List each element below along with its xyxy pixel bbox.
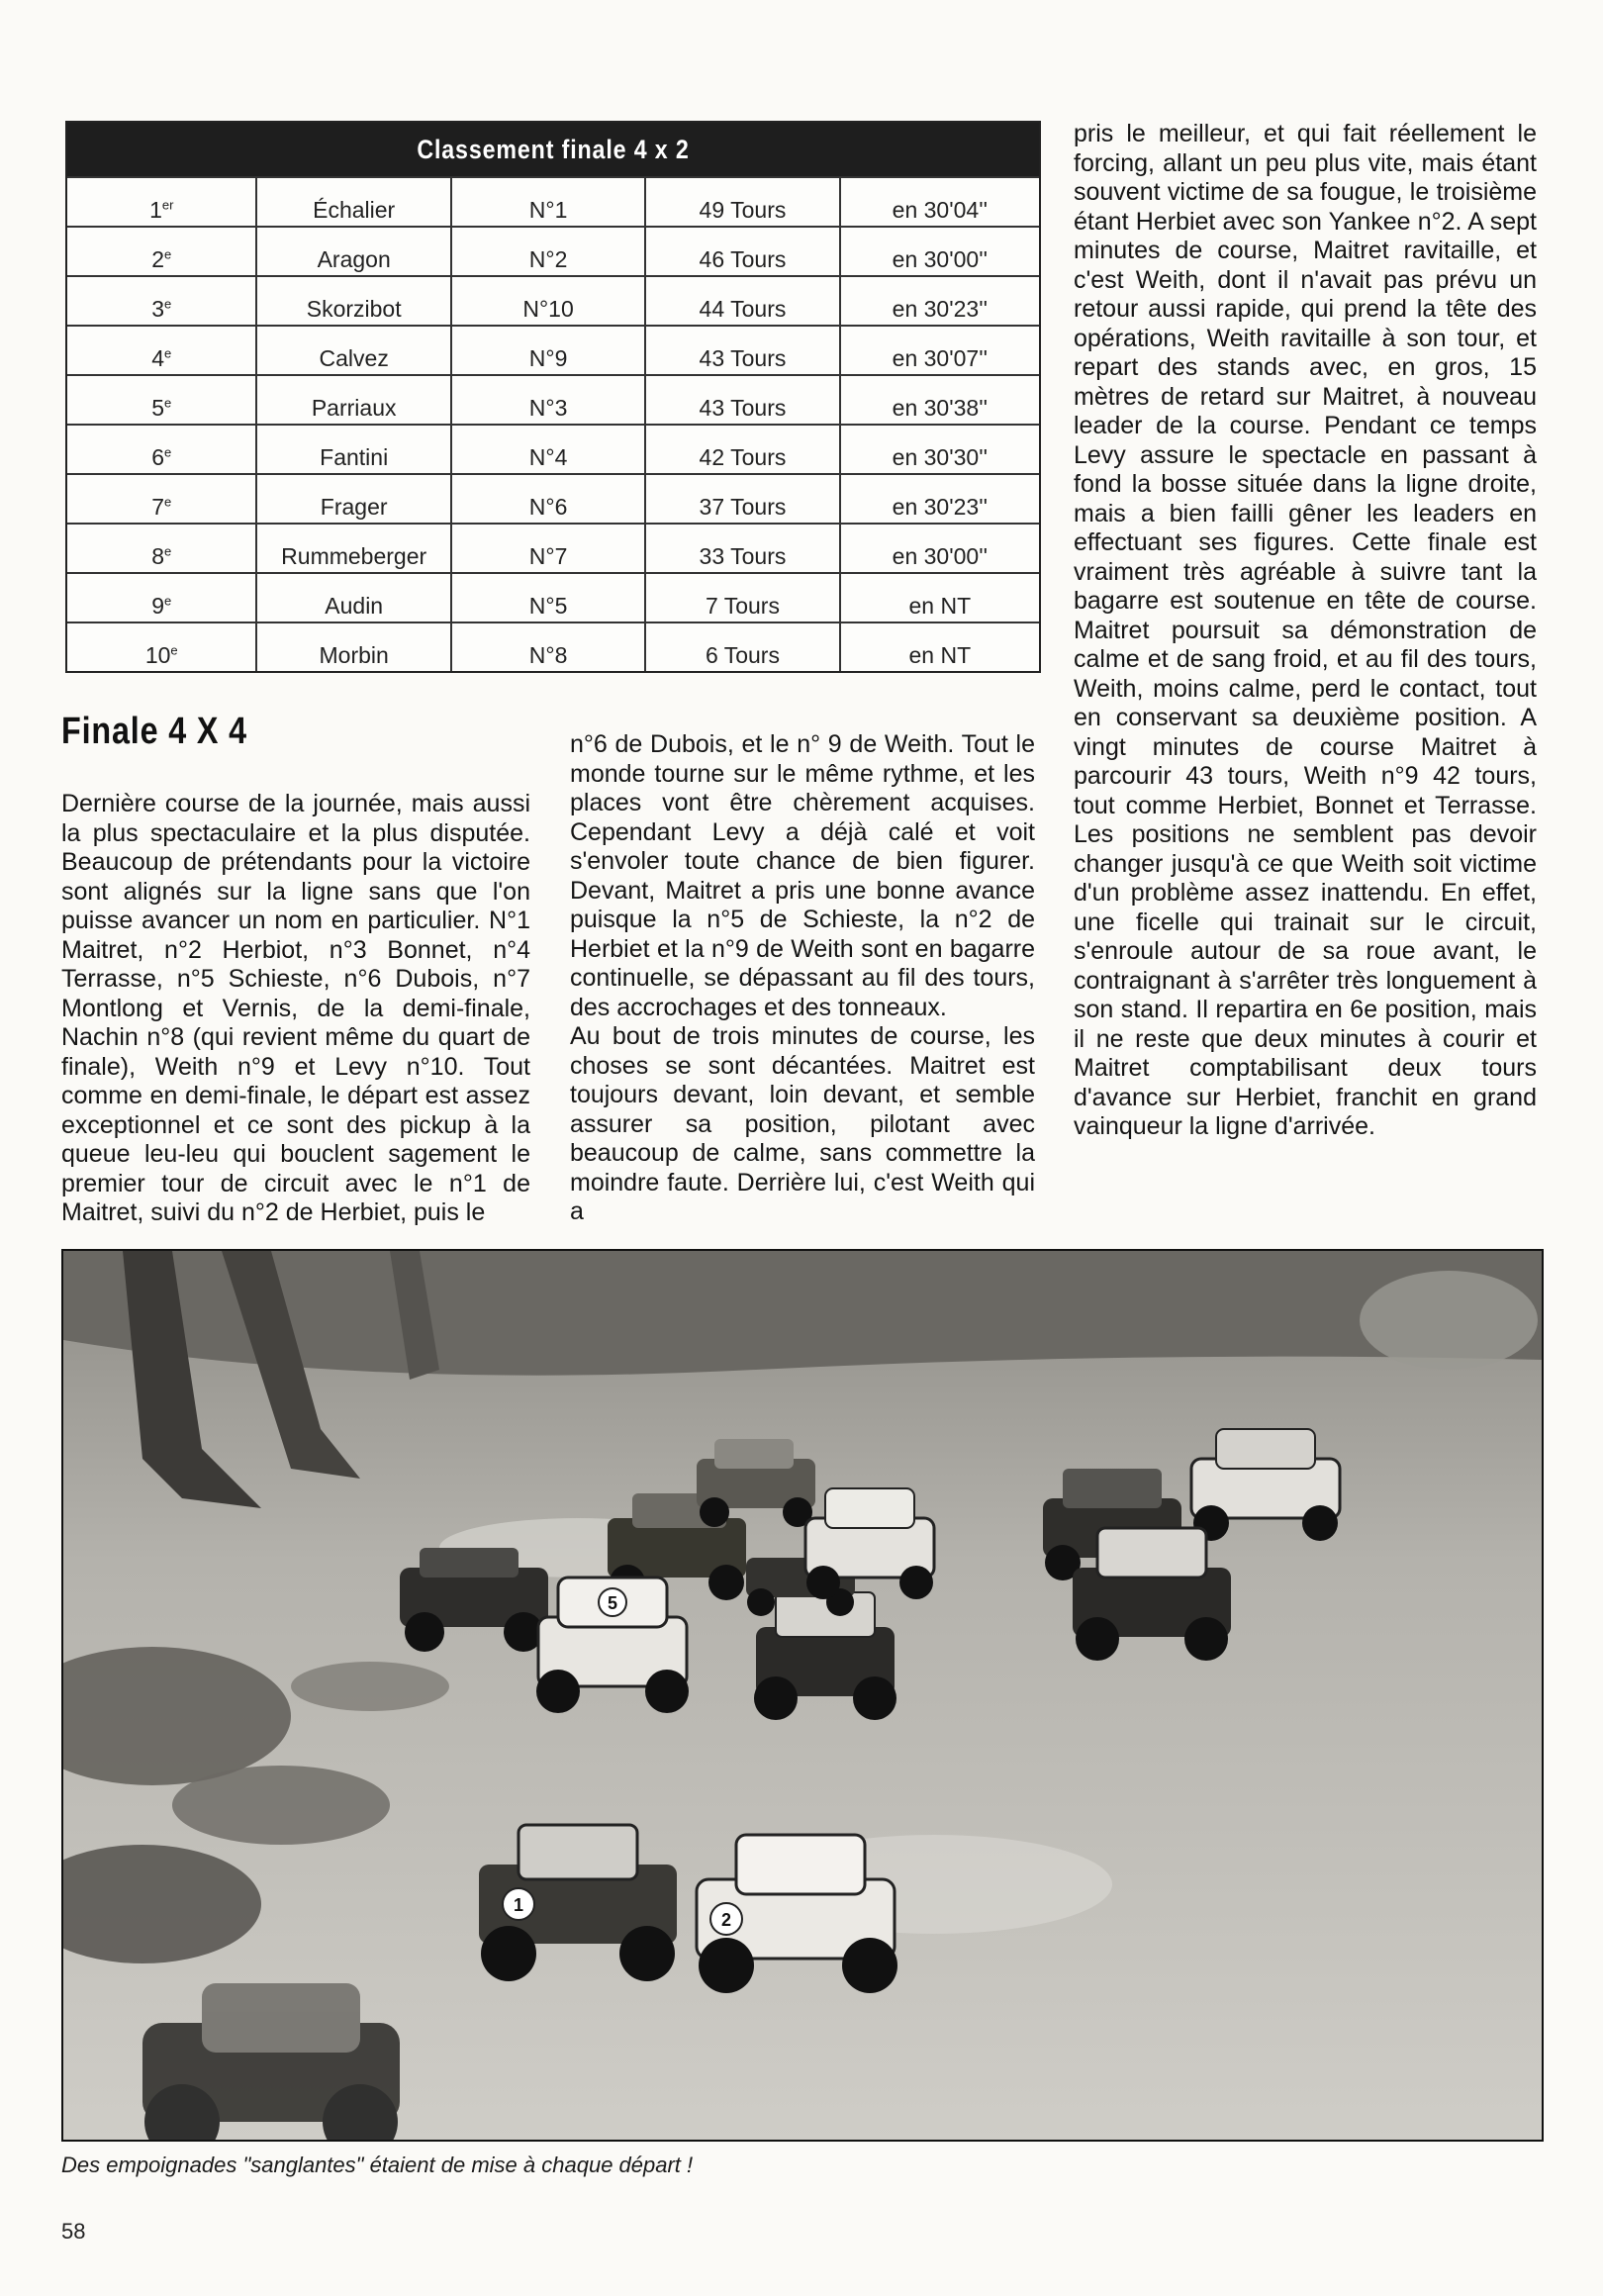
article-column-middle xyxy=(570,730,1035,1227)
table-row xyxy=(67,227,1039,276)
laps-cell: 43 Tours xyxy=(645,375,839,425)
race-photo-illustration xyxy=(63,1251,1542,2140)
table-row xyxy=(67,326,1039,375)
driver-cell: Audin xyxy=(256,573,450,622)
rank-cell: 2e xyxy=(67,227,256,276)
truck-number: 2 xyxy=(720,1910,732,1930)
car-number-cell: N°1 xyxy=(451,177,645,227)
driver-cell: Aragon xyxy=(256,227,450,276)
rank-cell: 3e xyxy=(67,276,256,326)
page-number: 58 xyxy=(61,2219,86,2244)
time-cell: en 30'30'' xyxy=(840,425,1039,474)
article-column-left xyxy=(61,790,530,1228)
rank-cell: 5e xyxy=(67,375,256,425)
table-row xyxy=(67,622,1039,671)
table-title: Classement finale 4 x 2 xyxy=(136,123,972,176)
laps-cell: 43 Tours xyxy=(645,326,839,375)
driver-cell: Calvez xyxy=(256,326,450,375)
rank-cell: 1er xyxy=(67,177,256,227)
table-row xyxy=(67,524,1039,573)
time-cell: en 30'07'' xyxy=(840,326,1039,375)
rank-cell: 7e xyxy=(67,474,256,524)
time-cell: en 30'00'' xyxy=(840,524,1039,573)
table-row xyxy=(67,425,1039,474)
laps-cell: 49 Tours xyxy=(645,177,839,227)
table-title-bar xyxy=(67,123,1039,176)
car-number-cell: N°3 xyxy=(451,375,645,425)
laps-cell: 37 Tours xyxy=(645,474,839,524)
ranking-grid xyxy=(67,176,1039,671)
car-number-cell: N°6 xyxy=(451,474,645,524)
time-cell: en 30'00'' xyxy=(840,227,1039,276)
car-number-cell: N°2 xyxy=(451,227,645,276)
truck-number: 1 xyxy=(513,1895,524,1915)
driver-cell: Frager xyxy=(256,474,450,524)
car-number-cell: N°4 xyxy=(451,425,645,474)
driver-cell: Rummeberger xyxy=(256,524,450,573)
article-paragraph: pris le meilleur, et qui fait réellement le forcing, allant un peu plus vite, mais étant souvent victime de sa fougue, le troisième étant Herbiet avec son Yankee n°2. A sept minutes de course, Maitret ravitaille, et c'est Weith, dont il n'avait pas prévu un retour aussi rapide, qui prend la tête des opérations, Weith ravitaille à son tour, et repart des stands avec, en gros, 15 mètres de retard sur Maitret, à nouveau leader de la course. Pendant ce temps Levy assure le spectacle en passant à fond la bosse située dans la ligne droite, mais a bien failli gêner les leaders en effectuant ses figures. Cette finale est vraiment très agréable à suivre tant la bagarre est soutenue en tête de course. Maitret poursuit sa démonstration de calme et de sang froid, et au fil des tours, Weith, moins calme, perd le contact, tout en conservant sa deuxième position. A vingt minutes de course Maitret à parcourir 43 tours, Weith n°9 42 tours, tout comme Herbiet, Bonnet et Terrasse. Les positions ne semblent pas devoir changer jusqu'à ce que Weith soit victime d'un problème assez inattendu. En effet, une ficelle qui trainait sur le circuit, s'enroule autour de sa roue avant, le contraignant à s'arrêter très longuement à son stand. Il repartira en 6e position, mais il ne reste que deux minutes à courir et Maitret comptabilisant deux tours d'avance sur Herbiet, franchit en grand vainqueur la ligne d'arrivée. xyxy=(1074,120,1537,1140)
table-row xyxy=(67,177,1039,227)
time-cell: en NT xyxy=(840,573,1039,622)
rank-cell: 4e xyxy=(67,326,256,375)
driver-cell: Fantini xyxy=(256,425,450,474)
table-row xyxy=(67,375,1039,425)
rank-cell: 10e xyxy=(67,622,256,671)
race-photo xyxy=(61,1249,1544,2142)
driver-cell: Morbin xyxy=(256,622,450,671)
laps-cell: 33 Tours xyxy=(645,524,839,573)
time-cell: en 30'04'' xyxy=(840,177,1039,227)
photo-caption: Des empoignades "sanglantes" étaient de mise à chaque départ ! xyxy=(61,2152,694,2177)
rank-cell: 9e xyxy=(67,573,256,622)
driver-cell: Parriaux xyxy=(256,375,450,425)
laps-cell: 46 Tours xyxy=(645,227,839,276)
car-number-cell: N°8 xyxy=(451,622,645,671)
table-row xyxy=(67,276,1039,326)
article-heading: Finale 4 X 4 xyxy=(61,711,247,752)
laps-cell: 42 Tours xyxy=(645,425,839,474)
article-paragraph: Dernière course de la journée, mais aussi la plus spectaculaire et la plus disputée. Beaucoup de prétendants pour la victoire sont alignés sur la ligne sans que l'on puisse avancer un nom en particulier. N°1 Maitret, n°2 Herbiot, n°3 Bonnet, n°4 Terrasse, n°5 Schieste, n°6 Dubois, n°7 Montlong et Vernis, de la demi-finale, Nachin n°8 (qui revient même du quart de finale), Weith n°9 et Levy n°10. Tout comme en demi-finale, le départ est assez exceptionnel et ce sont des pickup à la queue leu-leu qui bouclent sagement le premier tour de circuit avec le n°1 de Maitret, suivi du n°2 de Herbiet, puis le xyxy=(61,790,530,1226)
table-row xyxy=(67,474,1039,524)
car-number-cell: N°5 xyxy=(451,573,645,622)
time-cell: en 30'23'' xyxy=(840,276,1039,326)
time-cell: en 30'23'' xyxy=(840,474,1039,524)
laps-cell: 44 Tours xyxy=(645,276,839,326)
time-cell: en NT xyxy=(840,622,1039,671)
ranking-table xyxy=(65,121,1041,673)
driver-cell: Skorzibot xyxy=(256,276,450,326)
truck-number: 5 xyxy=(607,1593,618,1613)
article-column-right xyxy=(1074,120,1537,1142)
car-number-cell: N°10 xyxy=(451,276,645,326)
driver-cell: Échalier xyxy=(256,177,450,227)
article-paragraph: n°6 de Dubois, et le n° 9 de Weith. Tout le monde tourne sur le même rythme, et les places vont être chèrement acquises. Cependant Levy a déjà calé et voit s'envoler toute chance de bien figurer. Devant, Maitret a pris une bonne avance puisque la n°5 de Schieste, la n°2 de Herbiet et la n°9 de Weith sont en bagarre continuelle, se dépassant au fil des tours, des accrochages et des tonneaux. xyxy=(570,730,1035,1021)
car-number-cell: N°9 xyxy=(451,326,645,375)
laps-cell: 6 Tours xyxy=(645,622,839,671)
laps-cell: 7 Tours xyxy=(645,573,839,622)
article-paragraph: Au bout de trois minutes de course, les choses se sont décantées. Maitret est toujours devant, loin devant, et semble assurer sa position, pilotant avec beaucoup de calme, sans commettre la moindre faute. Derrière lui, c'est Weith qui a xyxy=(570,1022,1035,1225)
car-number-cell: N°7 xyxy=(451,524,645,573)
rank-cell: 6e xyxy=(67,425,256,474)
rank-cell: 8e xyxy=(67,524,256,573)
time-cell: en 30'38'' xyxy=(840,375,1039,425)
table-row xyxy=(67,573,1039,622)
